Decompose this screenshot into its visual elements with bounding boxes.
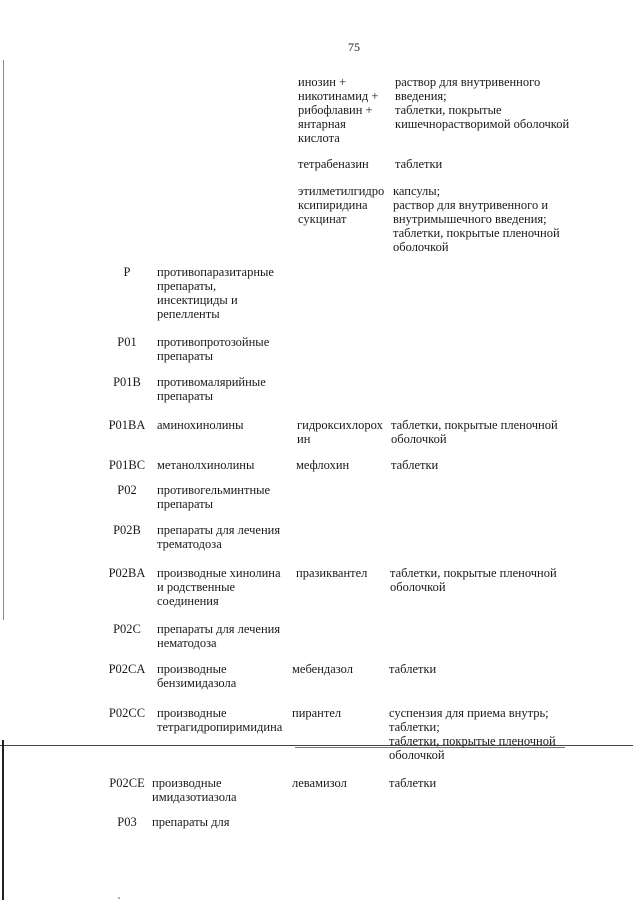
dosage-form: таблетки bbox=[395, 157, 443, 171]
atc-code: P01 bbox=[117, 335, 137, 349]
atc-group-name: аминохинолины bbox=[157, 418, 244, 432]
dosage-form: суспензия для приема внутрь; таблетки; таблетки, покрытые пленочной оболочкой bbox=[389, 706, 556, 762]
atc-group-name: производные тетрагидропиримидина bbox=[157, 706, 283, 734]
atc-group-name: производные бензимидазола bbox=[157, 662, 237, 690]
atc-code: P02CA bbox=[108, 662, 146, 676]
inn-name: этилметилгидро ксипиридина сукцинат bbox=[298, 184, 385, 226]
inn-name: мебендазол bbox=[292, 662, 353, 676]
atc-group-name: противопаразитарные препараты, инсектициды и репелленты bbox=[157, 265, 274, 321]
inn-name: празиквантел bbox=[296, 566, 368, 580]
atc-group-name: препараты для bbox=[152, 815, 230, 829]
dosage-form: таблетки, покрытые пленочной оболочкой bbox=[391, 418, 558, 446]
margin-scan-mark bbox=[3, 60, 4, 620]
atc-group-name: противопротозойные препараты bbox=[157, 335, 270, 363]
inn-name: тетрабеназин bbox=[298, 157, 369, 171]
inn-name: левамизол bbox=[292, 776, 347, 790]
dosage-form: таблетки, покрытые пленочной оболочкой bbox=[390, 566, 557, 594]
atc-group-name: препараты для лечения трематодоза bbox=[157, 523, 281, 551]
atc-group-name: противогельминтные препараты bbox=[157, 483, 271, 511]
scan-dot bbox=[118, 897, 120, 899]
inn-name: инозин + никотинамид + рибофлавин + янтарная кислота bbox=[298, 75, 379, 145]
margin-scan-mark bbox=[2, 740, 4, 900]
atc-code: P02CE bbox=[109, 776, 145, 790]
atc-code: P01BC bbox=[108, 458, 146, 472]
atc-group-name: метанолхинолины bbox=[157, 458, 255, 472]
inn-name: гидроксихлорох ин bbox=[297, 418, 383, 446]
atc-code: P02CC bbox=[108, 706, 146, 720]
atc-group-name: препараты для лечения нематодоза bbox=[157, 622, 281, 650]
inn-name: мефлохин bbox=[296, 458, 350, 472]
atc-code: P02B bbox=[113, 523, 141, 537]
atc-code: P02BA bbox=[108, 566, 146, 580]
dosage-form: раствор для внутривенного введения; таблетки, покрытые кишечнорастворимой оболочкой bbox=[395, 75, 570, 131]
dosage-form: капсулы; раствор для внутривенного и внутримышечного введения; таблетки, покрытые пленочной оболочкой bbox=[393, 184, 560, 254]
atc-code: P01B bbox=[113, 375, 141, 389]
dosage-form: таблетки bbox=[391, 458, 439, 472]
atc-group-name: производные имидазотиазола bbox=[152, 776, 237, 804]
inn-name: пирантел bbox=[292, 706, 342, 720]
atc-code: P02 bbox=[117, 483, 137, 497]
atc-code: P03 bbox=[117, 815, 137, 829]
atc-code: P01BA bbox=[108, 418, 146, 432]
atc-group-name: противомалярийные препараты bbox=[157, 375, 266, 403]
atc-code: P02C bbox=[113, 622, 141, 636]
atc-group-name: производные хинолина и родственные соединения bbox=[157, 566, 281, 608]
dosage-form: таблетки bbox=[389, 662, 437, 676]
dosage-form: таблетки bbox=[389, 776, 437, 790]
page-number: 75 bbox=[348, 40, 360, 54]
atc-code: P bbox=[123, 265, 131, 279]
